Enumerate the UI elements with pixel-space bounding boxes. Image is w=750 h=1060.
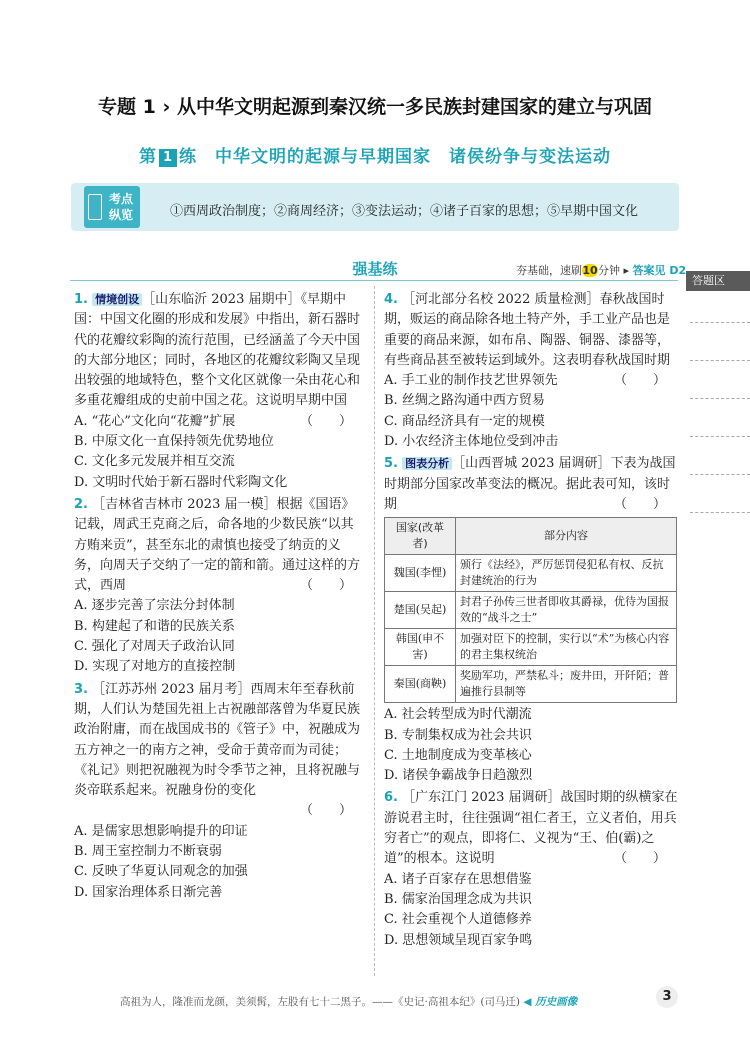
question-tag: 图表分析 xyxy=(402,457,452,470)
question-stem: ［山东临沂 2023 届期中］《早期中国：中国文化圈的形成和发展》中指出，新石器时代的花瓣纹彩陶的流行范围，已经涵盖了今天中国的大部分地区；同时，各地区的花瓣纹彩陶又呈现出较强的地域特色，整个文化区就像一朵由花心和多重花瓣组成的史前中国之花。这说明早期中国 xyxy=(74,292,361,409)
answer-line xyxy=(690,360,750,361)
question-number: 5. xyxy=(384,456,398,472)
footer-quote: 高祖为人，隆准而龙颜，美须髯，左股有七十二黑子。——《史记·高祖本纪》(司马迁) xyxy=(120,996,521,1008)
option: A. 逐步完善了宗法分封体制 xyxy=(74,598,235,614)
question-2 xyxy=(74,495,366,678)
option: B. 丝绸之路沟通中西方贸易 xyxy=(384,393,545,409)
table-row xyxy=(385,666,677,703)
table-row xyxy=(385,592,677,629)
option: C. 社会重视个人道德修养 xyxy=(384,912,532,928)
option: A. 手工业的制作技艺世界领先 xyxy=(384,373,558,389)
option: D. 国家治理体系日渐完善 xyxy=(74,884,223,900)
section-divider xyxy=(70,280,678,281)
overview-tag xyxy=(84,186,140,228)
table-cell: 楚国(吴起) xyxy=(385,592,456,629)
table-cell: 封君子孙传三世者即收其爵禄，优待为国报效的“战斗之士” xyxy=(456,592,677,629)
option: C. 文化多元发展并相互交流 xyxy=(74,454,235,470)
answer-line xyxy=(690,322,750,323)
option: A. 是儒家思想影响提升的印证 xyxy=(74,823,248,839)
option: B. 构建起了和谐的民族关系 xyxy=(74,618,235,634)
option: B. 周王室控制力不断衰弱 xyxy=(74,844,222,860)
answer-parens: （ ） xyxy=(299,413,352,429)
exercise-title xyxy=(0,142,750,167)
table-cell: 加强对臣下的控制，实行以“术”为核心内容的君主集权统治 xyxy=(456,629,677,666)
question-tag: 情境创设 xyxy=(92,293,142,306)
option: A. 诸子百家存在思想借鉴 xyxy=(384,871,532,887)
document-icon xyxy=(88,194,102,220)
option: A. “花心”文化向“花瓣”扩展 xyxy=(74,413,236,429)
meta-mid: 分钟 ▸ xyxy=(598,264,633,277)
overview-text: ①西周政治制度；②商周经济；③变法运动；④诸子百家的思想；⑤早期中国文化 xyxy=(170,204,639,219)
table-row xyxy=(385,629,677,666)
answer-parens: （ ） xyxy=(613,851,666,867)
option: A. 社会转型成为时代潮流 xyxy=(384,707,532,723)
answer-parens: （ ） xyxy=(299,578,352,594)
subtitle-rest: 练 中华文明的起源与早期国家 诸侯纷争与变法运动 xyxy=(179,147,611,167)
question-3 xyxy=(74,680,366,903)
option: D. 小农经济主体地位受到冲击 xyxy=(384,434,559,450)
minutes-badge: 10 xyxy=(582,264,598,277)
option: C. 商品经济具有一定的规模 xyxy=(384,413,545,429)
question-stem: ［河北部分名校 2022 质量检测］春秋战国时期，贩运的商品除各地土特产外，手工业产品也是重要的商品来源，如布帛、陶器、铜器、漆器等，有些商品甚至被转运到域外。这表明春秋战国时期 xyxy=(384,292,671,368)
question-stem: ［广东江门 2023 届调研］战国时期的纵横家在游说君主时，往往强调“祖仁者王，立义者伯，用兵穷者亡”的观点，即将仁、义视为“王、伯(霸)之道”的根本。这说明 xyxy=(384,790,678,867)
option: B. 中原文化一直保持领先优势地位 xyxy=(74,434,274,450)
option: D. 文明时代始于新石器时代彩陶文化 xyxy=(74,474,288,490)
table-row xyxy=(385,555,677,592)
right-column xyxy=(384,290,680,951)
page-title: 专题 1 › 从中华文明起源到秦汉统一多民族封建国家的建立与巩固 xyxy=(98,96,652,118)
subtitle-prefix: 第 xyxy=(139,147,157,167)
answer-ref: 答案见 D2 xyxy=(632,264,687,277)
option: D. 思想领域呈现百家争鸣 xyxy=(384,932,533,948)
option: C. 强化了对周天子政治认同 xyxy=(74,639,235,655)
option: D. 实现了对地方的直接控制 xyxy=(74,659,236,675)
page-number: 3 xyxy=(656,986,678,1008)
question-6 xyxy=(384,788,680,950)
answer-line xyxy=(690,436,750,437)
table-header-row xyxy=(385,518,677,555)
section-title: 强基练 xyxy=(352,260,398,278)
table-cell: 秦国(商鞅) xyxy=(385,666,456,703)
table-cell: 魏国(李悝) xyxy=(385,555,456,592)
footer xyxy=(120,994,577,1009)
option: B. 专制集权成为社会共识 xyxy=(384,727,532,743)
table-cell: 韩国(申不害) xyxy=(385,629,456,666)
question-number: 6. xyxy=(384,790,398,806)
overview-tag-label: 考点纵览 xyxy=(108,192,133,222)
question-number: 4. xyxy=(384,292,398,307)
question-5 xyxy=(384,454,680,786)
question-4 xyxy=(384,290,680,452)
section-meta xyxy=(516,262,686,278)
question-number: 3. xyxy=(74,681,88,697)
column-divider xyxy=(374,286,375,976)
answer-line xyxy=(690,512,750,513)
option: C. 土地制度成为变革核心 xyxy=(384,747,532,763)
left-column xyxy=(74,290,366,903)
answer-parens: （ ） xyxy=(613,496,666,512)
question-number: 2. xyxy=(74,496,88,512)
answer-line xyxy=(690,474,750,475)
question-number: 1. xyxy=(74,292,88,307)
question-stem: ［吉林省吉林市 2023 届一模］根据《国语》记载，周武王克商之后，命各地的少数民族“以其方贿来贡”，甚至东北的肃慎也接受了纳贡的义务，向周天子交纳了一定的箭和箭。通过这样的方式，西周 xyxy=(74,496,361,594)
answer-line xyxy=(690,398,750,399)
question-stem: ［江苏苏州 2023 届月考］西周末年至春秋前期，人们认为楚国先祖上古祝融部落曾为华夏民族政治附庸，而在战国成书的《管子》中，祝融成为五方神之一的南方之神，受命于黄帝而为司徒；《礼记》则把祝融视为时令季节之神，且将祝融与炎帝联系起来。祝融身份的变化 xyxy=(74,681,361,799)
option: D. 诸侯争霸战争日趋激烈 xyxy=(384,768,533,784)
question-stem: ［山西晋城 2023 届调研］下表为战国时期部分国家改革变法的概况。据此表可知，该时期 xyxy=(384,456,676,512)
table-header-cell: 国家(改革者) xyxy=(385,518,456,555)
footer-section: ◀ 历史画像 xyxy=(523,996,578,1008)
answer-parens: （ ） xyxy=(613,373,666,389)
table-header-cell: 部分内容 xyxy=(456,518,677,555)
answer-parens: （ ） xyxy=(299,803,352,819)
exercise-number: 1 xyxy=(159,149,177,167)
reform-table xyxy=(384,517,677,703)
question-1 xyxy=(74,290,366,493)
table-cell: 奖励军功，严禁私斗；废井田，开阡陌；普遍推行县制等 xyxy=(456,666,677,703)
answer-area-label: 答题区 xyxy=(686,271,750,291)
option: B. 儒家治国理念成为共识 xyxy=(384,891,532,907)
option: C. 反映了华夏认同观念的加强 xyxy=(74,864,248,880)
meta-prefix: 夯基础，速刷 xyxy=(516,264,582,277)
table-cell: 颁行《法经》，严厉惩罚侵犯私有权、反抗封建统治的行为 xyxy=(456,555,677,592)
